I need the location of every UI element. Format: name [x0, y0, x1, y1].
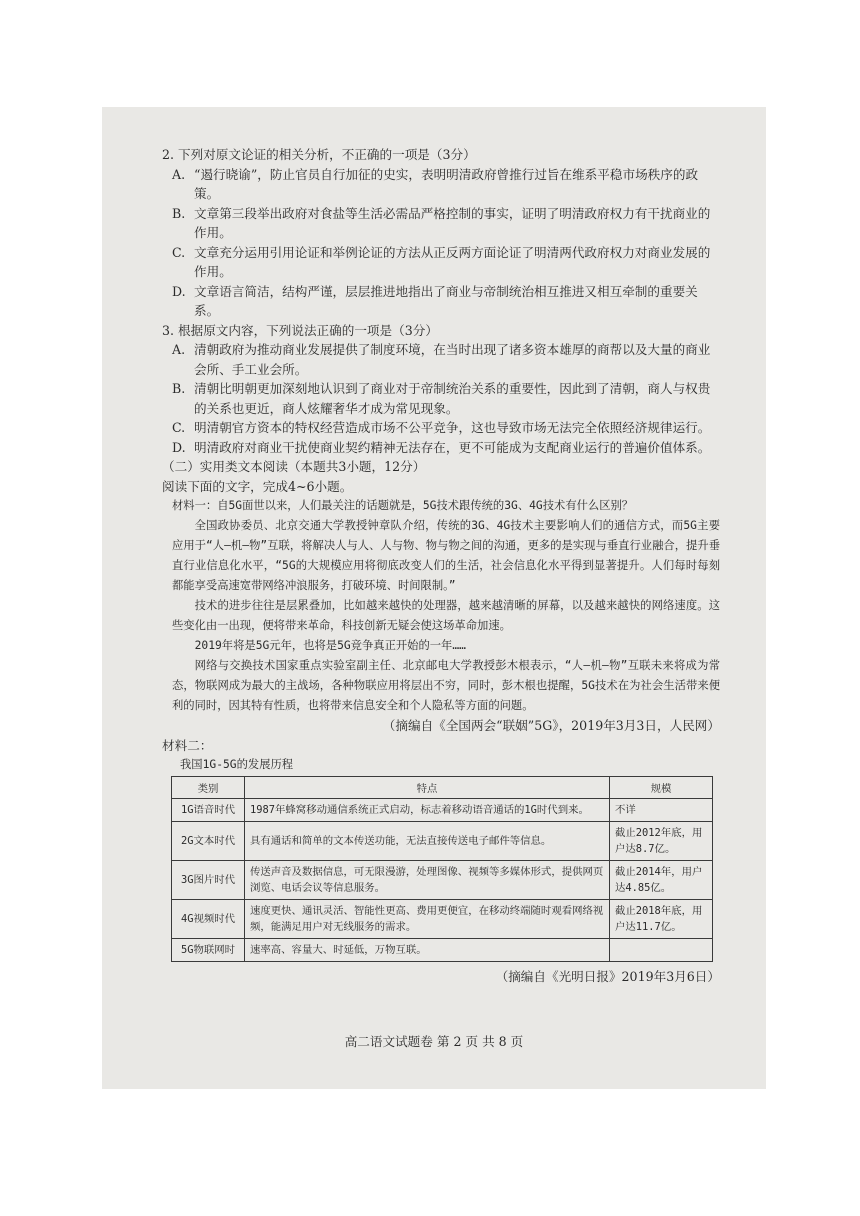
material-paragraph: 网络与交换技术国家重点实验室副主任、北京邮电大学教授彭木根表示，“人—机—物”互联未来将成为常态，物联网成为最大的主战场，各种物联应用将层出不穷，同时，彭木根也提醒，5G技术在为社会生活带来便利的同时，因其特有性质，也将带来信息安全和个人隐私等方面的问题。 — [172, 659, 720, 712]
cell-scale — [610, 939, 713, 962]
option-text: 清朝比明朝更加深刻地认识到了商业对于帝制统治关系的重要性，因此到了清朝，商人与权贵的关系也更近，商人炫耀奢华才成为常见现象。 — [194, 381, 711, 416]
table-row — [172, 861, 713, 900]
material-one-source: （摘编自《全国两会“联姻”5G》，2019年3月3日，人民网） — [382, 718, 720, 733]
section-heading: （二）实用类文本阅读（本题共3小题，12分） — [162, 459, 426, 474]
option-c — [172, 418, 720, 438]
cell-category: 4G视频时代 — [172, 900, 245, 939]
table-row — [172, 799, 713, 822]
option-text: 文章第三段举出政府对食盐等生活必需品严格控制的事实，证明了明清政府权力有干扰商业的作用。 — [194, 205, 711, 240]
option-a — [172, 165, 720, 204]
cell-category: 5G物联网时 — [172, 939, 245, 962]
material-one — [172, 496, 720, 716]
table-header-row — [172, 777, 713, 799]
header-scale: 规模 — [610, 777, 713, 799]
table-caption: 我国1G-5G的发展历程 — [180, 758, 294, 771]
question-stem: 3. 根据原文内容，下列说法正确的一项是（3分） — [162, 322, 438, 338]
cell-scale: 截止2012年底，用户达8.7亿。 — [610, 822, 713, 861]
option-letter: B. — [172, 381, 186, 396]
cell-feature: 1987年蜂窝移动通信系统正式启动，标志着移动语音通话的1G时代到来。 — [245, 799, 610, 822]
development-table — [171, 776, 713, 962]
option-text: 文章充分运用引用论证和举例论证的方法从正反两方面论证了明清两代政府权力对商业发展的作用。 — [194, 244, 711, 279]
cell-scale: 截止2018年底，用户达11.7亿。 — [610, 900, 713, 939]
question-3 — [162, 321, 720, 458]
cell-scale: 截止2014年，用户达4.85亿。 — [610, 861, 713, 900]
material-paragraph: 全国政协委员、北京交通大学教授钟章队介绍，传统的3G、4G技术主要影响人们的通信方式，而5G主要应用于“人—机—物”互联，将解决人与人、人与物、物与物之间的沟通，更多的是实现与垂直行业融合，提升垂直行业信息化水平，“5G的大规模应用将彻底改变人们的生活，社会信息化水平得到显著提升。人们每时每刻都能享受高速宽带网络冲浪服务，打破环境、时间限制。” — [172, 519, 720, 592]
cell-feature: 速率高、容量大、时延低，万物互联。 — [245, 939, 610, 962]
option-d — [172, 438, 720, 458]
option-text: 清朝政府为推动商业发展提供了制度环境，在当时出现了诸多资本雄厚的商帮以及大量的商业会所、手工业会所。 — [194, 342, 711, 377]
header-feature: 特点 — [245, 777, 610, 799]
option-letter: C. — [172, 244, 186, 260]
option-letter: D. — [172, 439, 186, 455]
option-letter: B. — [172, 205, 186, 221]
option-text: 文章语言简洁，结构严谨，层层推进地指出了商业与帝制统治相互推进又相互牵制的重要关系。 — [194, 283, 698, 318]
table-row — [172, 900, 713, 939]
material-paragraph: 2019年将是5G元年，也将是5G竞争真正开始的一年…… — [194, 639, 466, 652]
question-stem: 2. 下列对原文论证的相关分析，不正确的一项是（3分） — [162, 147, 476, 162]
cell-feature: 具有通话和简单的文本传送功能，无法直接传送电子邮件等信息。 — [245, 822, 610, 861]
option-b — [172, 204, 720, 243]
material-paragraph: 材料一：自5G面世以来，人们最关注的话题就是，5G技术跟传统的3G、4G技术有什么区别？ — [172, 499, 634, 512]
cell-category: 2G文本时代 — [172, 822, 245, 861]
cell-category: 1G语音时代 — [172, 799, 245, 822]
option-letter: A. — [172, 342, 186, 357]
option-letter: C. — [172, 420, 186, 435]
cell-feature: 传送声音及数据信息，可无限漫游，处理图像、视频等多媒体形式，提供网页浏览、电话会议等信息服务。 — [245, 861, 610, 900]
cell-category: 3G图片时代 — [172, 861, 245, 900]
header-category: 类别 — [172, 777, 245, 799]
option-letter: A. — [172, 166, 186, 182]
material-two-label: 材料二： — [162, 738, 213, 753]
material-paragraph: 技术的进步往往是层累叠加，比如越来越快的处理器，越来越清晰的屏幕，以及越来越快的网络速度。这些变化由一出现，便将带来革命，科技创新无疑会使这场革命加速。 — [172, 599, 720, 632]
option-text: 明清政府对商业干扰使商业契约精神无法存在，更不可能成为支配商业运行的普遍价值体系。 — [194, 439, 711, 455]
option-a — [172, 340, 720, 379]
option-text: 明清朝官方资本的特权经营造成市场不公平竞争，这也导致市场无法完全依照经济规律运行。 — [194, 420, 711, 435]
exam-page — [102, 107, 766, 1089]
cell-scale: 不详 — [610, 799, 713, 822]
cell-feature: 速度更快、通讯灵活、智能性更高、费用更便宜，在移动终端随时观看网络视频，能满足用户对无线服务的需求。 — [245, 900, 610, 939]
option-c — [172, 243, 720, 282]
page-footer: 高二语文试题卷 第 2 页 共 8 页 — [344, 1034, 524, 1049]
table-row — [172, 822, 713, 861]
question-2 — [162, 145, 720, 321]
option-b — [172, 379, 720, 418]
option-d — [172, 282, 720, 321]
option-letter: D. — [172, 283, 186, 299]
section-instruction: 阅读下面的文字，完成4~6小题。 — [162, 478, 353, 494]
option-text: “遏行晓谕”，防止官员自行加征的史实，表明明清政府曾推行过旨在维系平稳市场秩序的政策。 — [194, 166, 699, 201]
material-two-source: （摘编自《光明日报》2019年3月6日） — [495, 969, 720, 984]
table-row — [172, 939, 713, 962]
